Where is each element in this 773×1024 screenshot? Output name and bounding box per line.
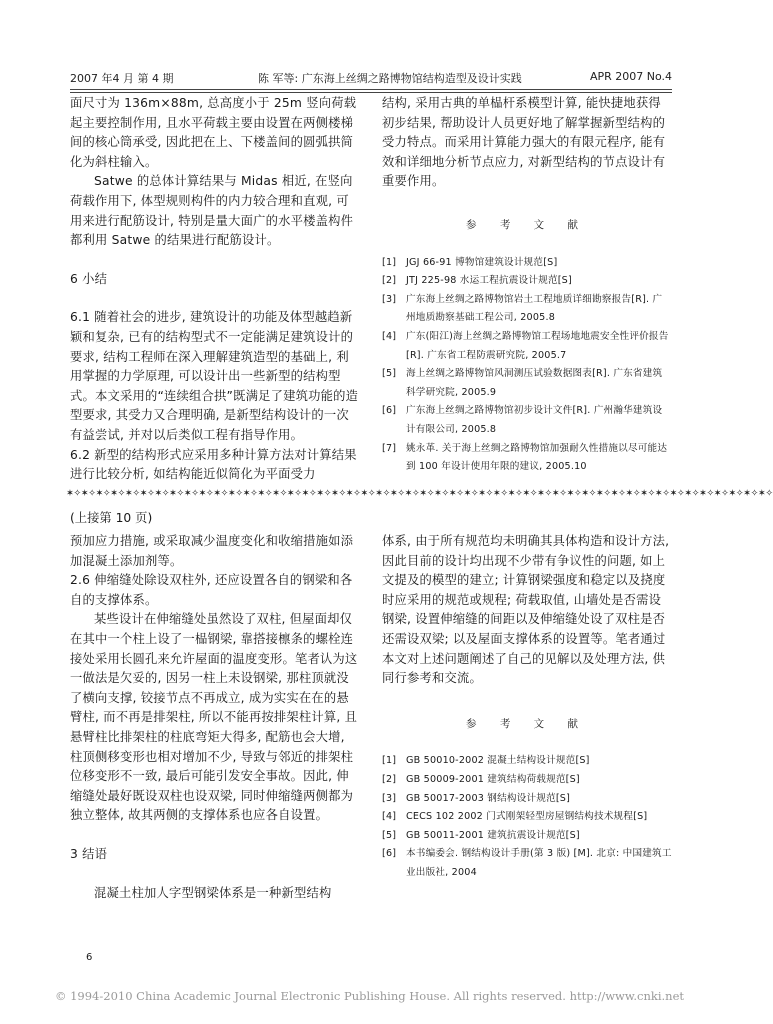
reference-number: [2]	[382, 773, 397, 785]
continued-note: (上接第 10 页)	[70, 511, 153, 525]
paragraph: 某些设计在伸缩缝处虽然设了双柱, 但屋面却仅在其中一个柱上设了一榀钢梁, 靠搭接檩条的螺栓连接处采用长圆孔来允许屋面的温度变形。笔者认为这一做法是欠妥的, 因另一柱上未设钢梁, 那柱顶就没了横向支撑, 铰接节点不再成立, 成为实实在在的悬臂柱, 而不再是排架柱, 所以不能再按排架柱计算, 且悬臂柱比排架柱的柱底弯矩大得多, 配筋也会大增, 柱顶侧移变形也相对增加不少, 导致与邻近的排架柱位移变形不一致, 最后可能引发安全事故。因此, 伸缩缝处最好既设双柱也设双梁, 同时伸缩缝两侧都为独立整体, 故其两侧的支撑体系也应各自设置。	[70, 612, 358, 823]
reference-item	[382, 402, 672, 439]
reference-text: 广东海上丝绸之路博物馆初步设计文件[R]. 广州瀚华建筑设计有限公司, 2005.8	[406, 405, 663, 435]
reference-list	[382, 254, 672, 477]
reference-text: GB 50010-2002 混凝土结构设计规范[S]	[406, 755, 590, 767]
paragraph: 2.6 伸缩缝处除设双柱外, 还应设置各自的钢梁和各自的支撑体系。	[70, 573, 353, 607]
bottom-left-column	[70, 532, 360, 903]
references-title: 参 考 文 献	[465, 218, 588, 231]
journal-issue: 2007 年4 月 第 4 期	[70, 72, 174, 85]
reference-number: [4]	[382, 811, 397, 823]
reference-number: [5]	[382, 829, 397, 841]
reference-text: GB 50011-2001 建筑抗震设计规范[S]	[406, 829, 580, 841]
reference-item	[382, 845, 672, 882]
reference-text: 海上丝绸之路博物馆风洞测压试验数据图表[R]. 广东省建筑科学研究院, 2005.9	[406, 368, 663, 398]
header-rule-thin	[70, 92, 672, 93]
reference-item	[382, 752, 672, 771]
reference-item	[382, 827, 672, 846]
page-number: 6	[86, 952, 93, 963]
reference-item	[382, 808, 672, 827]
reference-number: [5]	[382, 368, 397, 380]
reference-item	[382, 790, 672, 809]
reference-item	[382, 365, 672, 402]
copyright-footer: © 1994-2010 China Academic Journal Electronic Publishing House. All rights reserved. http://www.cnki.net	[54, 989, 685, 1003]
reference-item	[382, 440, 672, 477]
reference-number: [3]	[382, 293, 397, 305]
reference-number: [4]	[382, 330, 397, 342]
paragraph: 体系, 由于所有规范均未明确其具体构造和设计方法, 因此目前的设计均出现不少带有争议性的问题, 如上文提及的模型的建立; 计算钢梁强度和稳定以及挠度时应采用的规范或规程; 荷载取值, 山墙处是否需设钢梁, 设置伸缩缝的间距以及伸缩缝处设了双柱是否还需设双梁; 以及屋面支撑体系的设置等。笔者通过本文对上述问题阐述了自己的见解以及处理方法, 供同行参考和交流。	[382, 534, 670, 686]
paragraph: Satwe 的总体计算结果与 Midas 相近, 在竖向荷载作用下, 体型规则构件的内力较合理和直观, 可用来进行配筋设计, 特别是量大面广的水平楼盖构件都利用 Satwe 的结果进行配筋设计。	[70, 174, 354, 248]
reference-item	[382, 328, 672, 365]
running-title: 陈 军等: 广东海上丝绸之路博物馆结构造型及设计实践	[258, 72, 522, 85]
reference-number: [1]	[382, 755, 397, 767]
reference-text: GB 50017-2003 钢结构设计规范[S]	[406, 792, 571, 804]
reference-list	[382, 752, 672, 882]
reference-text: 本书编委会. 钢结构设计手册(第 3 版) [M]. 北京: 中国建筑工业出版社, 2004	[406, 848, 672, 878]
reference-text: JTJ 225-98 水运工程抗震设计规范[S]	[406, 275, 572, 287]
section-heading: 3 结语	[70, 846, 108, 861]
paragraph: 面尺寸为 136m×88m, 总高度小于 25m 竖向荷载起主要控制作用, 且水平荷载主要由设置在两侧楼梯间的核心筒承受, 因此把在上、下楼盖间的圆弧拱简化为斜柱输入。	[70, 96, 357, 169]
reference-text: JGJ 66-91 博物馆建筑设计规范[S]	[406, 256, 558, 268]
reference-text: 姚永革. 关于海上丝绸之路博物馆加强耐久性措施以尽可能达到 100 年设计使用年限的建议, 2005.10	[406, 442, 668, 473]
reference-number: [7]	[382, 442, 397, 454]
reference-number: [1]	[382, 256, 397, 268]
top-right-column	[382, 94, 672, 477]
reference-text: 广东海上丝绸之路博物馆岩土工程地质详细勘察报告[R]. 广州地质勘察基础工程公司, 2005.8	[406, 293, 663, 324]
paragraph: 预加应力措施, 或采取减少温度变化和收缩措施如添加混凝土添加剂等。	[70, 534, 354, 568]
paragraph: 结构, 采用古典的单榀杆系模型计算, 能快捷地获得初步结果, 帮助设计人员更好地了解掌握新型结构的受力特点。而采用计算能力强大的有限元程序, 能有效和详细地分析节点应力, 对新型结构的节点设计有重要作用。	[382, 96, 666, 189]
reference-item	[382, 771, 672, 790]
reference-item	[382, 254, 672, 273]
paragraph: 6.1 随着社会的进步, 建筑设计的功能及体型越趋新颖和复杂, 已有的结构型式不一定能满足建筑设计的要求, 结构工程师在深入理解建筑造型的基础上, 利用掌握的力学原理, 可以设计出一些新型的结构型式。本文采用的“连续组合拱”既满足了建筑功能的造型要求, 其受力又合理明确, 是新型结构设计的一次有益尝试, 并对以后类似工程有指导作用。	[70, 310, 359, 442]
reference-text: CECS 102 2002 门式刚架轻型房屋钢结构技术规程[S]	[406, 811, 648, 823]
paragraph: 6.2 新型的结构形式应采用多种计算方法对计算结果进行比较分析, 如结构能近似简化为平面受力	[70, 447, 357, 482]
references-title: 参 考 文 献	[465, 717, 588, 730]
star-divider: ✶✧✶✧✶✧✶✧✶✧✶✧✶✧✶✧✶✧✶✧✶✧✶✧✶✧✶✧✶✧✶✧✶✧✶✧✶✧✶✧✶✧✶✧✶✧✶✧✶✧✶✧✶✧✶✧✶✧✶✧✶✧✶✧✶✧✶✧✶✧✶✧✶✧✶✧✶✧✶✧✶✧✶✧✶✧✶✧✶✧✶✧✶✧✶✧	[66, 488, 773, 499]
bottom-right-column	[382, 532, 672, 883]
reference-text: GB 50009-2001 建筑结构荷载规范[S]	[406, 773, 580, 785]
reference-text: 广东(阳江)海上丝绸之路博物馆工程场地地震安全性评价报告[R]. 广东省工程防震研究院, 2005.7	[406, 330, 669, 361]
reference-item	[382, 272, 672, 291]
paragraph: 混凝土柱加人字型钢梁体系是一种新型结构	[94, 885, 332, 900]
reference-item	[382, 291, 672, 328]
reference-number: [2]	[382, 275, 397, 287]
reference-number: [6]	[382, 848, 397, 860]
reference-number: [6]	[382, 405, 397, 417]
header-rule	[70, 89, 672, 90]
section-heading: 6 小结	[70, 271, 108, 286]
running-header	[70, 66, 672, 88]
top-left-column	[70, 94, 360, 485]
reference-number: [3]	[382, 792, 397, 804]
issue-english: APR 2007 No.4	[589, 70, 672, 83]
